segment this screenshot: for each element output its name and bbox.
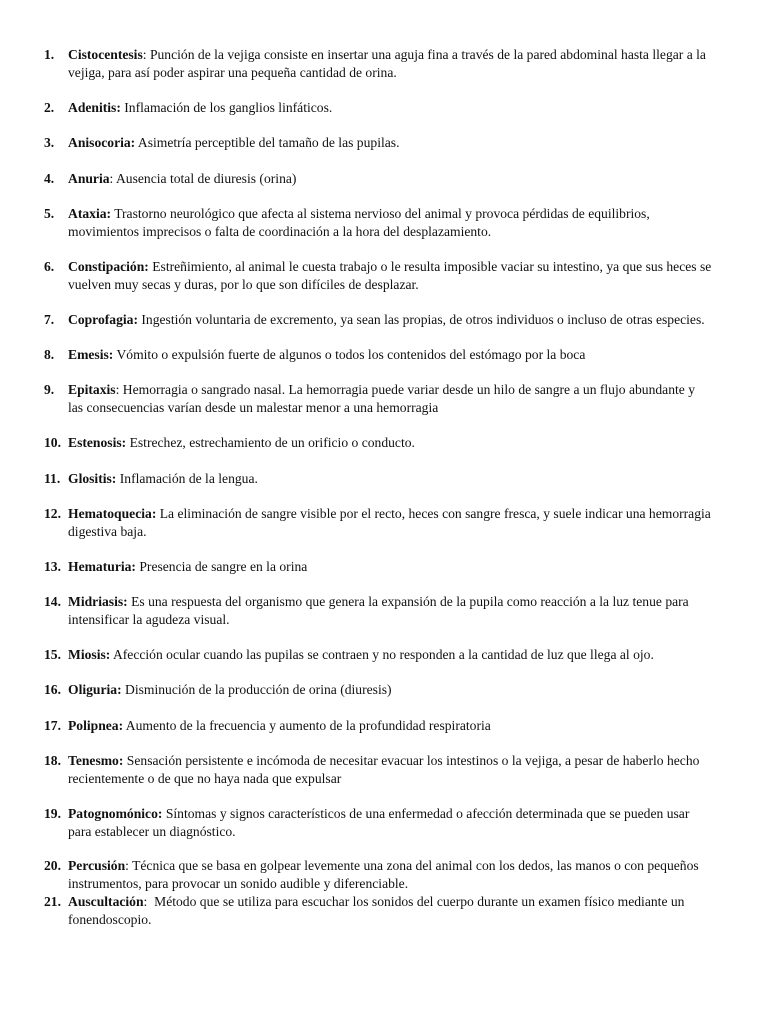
item-number: 10. <box>44 435 61 450</box>
item-text <box>68 205 730 223</box>
item-number: 16. <box>44 682 61 697</box>
item-definition-continued: recientemente o de que no haya nada que expulsar <box>68 771 342 786</box>
item-definition: Estreñimiento, al animal le cuesta trabajo o le resulta imposible vaciar su intestino, ya que sus heces se <box>152 259 712 274</box>
item-term: Coprofagia: <box>68 312 138 327</box>
item-definition-continued: fonendoscopio. <box>68 912 152 927</box>
item-number: 18. <box>44 753 61 768</box>
item-definition: Ausencia total de diuresis (orina) <box>115 171 297 186</box>
item-term: Hematuria: <box>68 559 136 574</box>
item-term: Constipación: <box>68 259 149 274</box>
item-number: 7. <box>44 312 55 327</box>
item-definition: Hemorragia o sangrado nasal. La hemorragia puede variar desde un hilo de sangre a un flujo abundante y <box>122 382 696 397</box>
item-number: 6. <box>44 259 55 274</box>
item-definition-continued: intensificar la agudeza visual. <box>68 612 230 627</box>
item-text <box>68 646 730 664</box>
item-definition: Sensación persistente e incómoda de necesitar evacuar los intestinos o la vejiga, a pesar de haberlo hecho <box>126 753 700 768</box>
item-number: 19. <box>44 806 61 821</box>
item-definition: Estrechez, estrechamiento de un orificio o conducto. <box>129 435 415 450</box>
item-definition: Trastorno neurológico que afecta al sistema nervioso del animal y provoca pérdidas de equilibrios, <box>114 206 650 221</box>
item-number: 9. <box>44 382 55 397</box>
item-definition: Vómito o expulsión fuerte de algunos o todos los contenidos del estómago por la boca <box>116 347 586 362</box>
item-text <box>68 311 730 329</box>
item-definition: La eliminación de sangre visible por el recto, heces con sangre fresca, y suele indicar una hemorragia <box>159 506 711 521</box>
item-number: 13. <box>44 559 61 574</box>
item-definition: Método que se utiliza para escuchar los sonidos del cuerpo durante un examen físico mediante un <box>154 894 685 909</box>
item-term: Polipnea: <box>68 718 124 733</box>
item-term: Oliguria: <box>68 682 122 697</box>
item-number: 11. <box>44 471 61 486</box>
item-number: 2. <box>44 100 55 115</box>
item-separator: : <box>143 894 155 909</box>
item-number: 5. <box>44 206 55 221</box>
item-term: Epitaxis <box>68 382 116 397</box>
item-definition-continued: instrumentos, para provocar un sonido audible y diferenciable. <box>68 876 409 891</box>
item-definition: Disminución de la producción de orina (diuresis) <box>125 682 392 697</box>
item-number: 8. <box>44 347 55 362</box>
item-text <box>68 681 730 699</box>
item-definition: Es una respuesta del organismo que genera la expansión de la pupila como reacción a la luz tenue para <box>131 594 689 609</box>
item-text <box>68 99 730 117</box>
item-text <box>68 593 730 611</box>
item-number: 15. <box>44 647 61 662</box>
item-text <box>68 346 730 364</box>
item-term: Midriasis: <box>68 594 128 609</box>
item-term: Emesis: <box>68 347 114 362</box>
item-term: Miosis: <box>68 647 111 662</box>
item-number: 3. <box>44 135 55 150</box>
item-definition-continued: movimientos imprecisos o falta de coordinación a la hora del desplazamiento. <box>68 224 492 239</box>
item-text <box>68 505 730 523</box>
item-term: Anuria <box>68 171 110 186</box>
item-definition: Síntomas y signos característicos de una enfermedad o afección determinada que se pueden usar <box>165 806 690 821</box>
item-term: Hematoquecia: <box>68 506 157 521</box>
item-number: 12. <box>44 506 61 521</box>
item-text <box>68 46 730 64</box>
item-definition: Punción de la vejiga consiste en insertar una aguja fina a través de la pared abdominal hasta llegar a la <box>149 47 706 62</box>
item-text <box>68 381 730 399</box>
item-text <box>68 558 730 576</box>
item-separator: : <box>109 171 116 186</box>
item-definition: Presencia de sangre en la orina <box>139 559 308 574</box>
item-text <box>68 134 730 152</box>
item-text <box>68 170 730 188</box>
item-definition: Asimetría perceptible del tamaño de las pupilas. <box>137 135 400 150</box>
item-number: 21. <box>44 894 61 909</box>
item-definition: Ingestión voluntaria de excremento, ya sean las propias, de otros individuos o incluso de otras especies. <box>141 312 705 327</box>
item-term: Estenosis: <box>68 435 127 450</box>
item-separator: : <box>115 382 123 397</box>
item-definition-continued: las consecuencias varían desde un malestar menor a una hemorragia <box>68 400 439 415</box>
item-definition: Técnica que se basa en golpear levemente una zona del animal con los dedos, las manos o con pequeños <box>132 858 699 873</box>
item-definition-continued: digestiva baja. <box>68 524 147 539</box>
item-number: 14. <box>44 594 61 609</box>
item-text <box>68 258 730 276</box>
item-number: 17. <box>44 718 61 733</box>
item-text <box>68 470 730 488</box>
item-text <box>68 805 730 823</box>
item-separator: : <box>125 858 133 873</box>
item-number: 1. <box>44 47 55 62</box>
item-term: Auscultación <box>68 894 144 909</box>
item-definition: Inflamación de la lengua. <box>119 471 258 486</box>
item-text <box>68 717 730 735</box>
item-text <box>68 857 730 875</box>
item-term: Cistocentesis <box>68 47 143 62</box>
item-number: 4. <box>44 171 55 186</box>
item-definition: Inflamación de los ganglios linfáticos. <box>124 100 333 115</box>
item-definition-continued: vuelven muy secas y duras, por lo que son difíciles de desplazar. <box>68 277 419 292</box>
item-text <box>68 893 730 911</box>
item-term: Tenesmo: <box>68 753 124 768</box>
item-definition-continued: vejiga, para así poder aspirar una pequeña cantidad de orina. <box>68 65 397 80</box>
item-term: Anisocoria: <box>68 135 136 150</box>
item-definition: Aumento de la frecuencia y aumento de la profundidad respiratoria <box>125 718 491 733</box>
item-definition-continued: para establecer un diagnóstico. <box>68 824 236 839</box>
item-term: Percusión <box>68 858 126 873</box>
item-term: Patognomónico: <box>68 806 163 821</box>
item-definition: Afección ocular cuando las pupilas se contraen y no responden a la cantidad de luz que llega al ojo. <box>112 647 654 662</box>
item-separator: : <box>142 47 150 62</box>
item-term: Ataxia: <box>68 206 112 221</box>
item-text <box>68 752 730 770</box>
item-term: Adenitis: <box>68 100 121 115</box>
item-number: 20. <box>44 858 61 873</box>
item-text <box>68 434 730 452</box>
item-term: Glositis: <box>68 471 117 486</box>
